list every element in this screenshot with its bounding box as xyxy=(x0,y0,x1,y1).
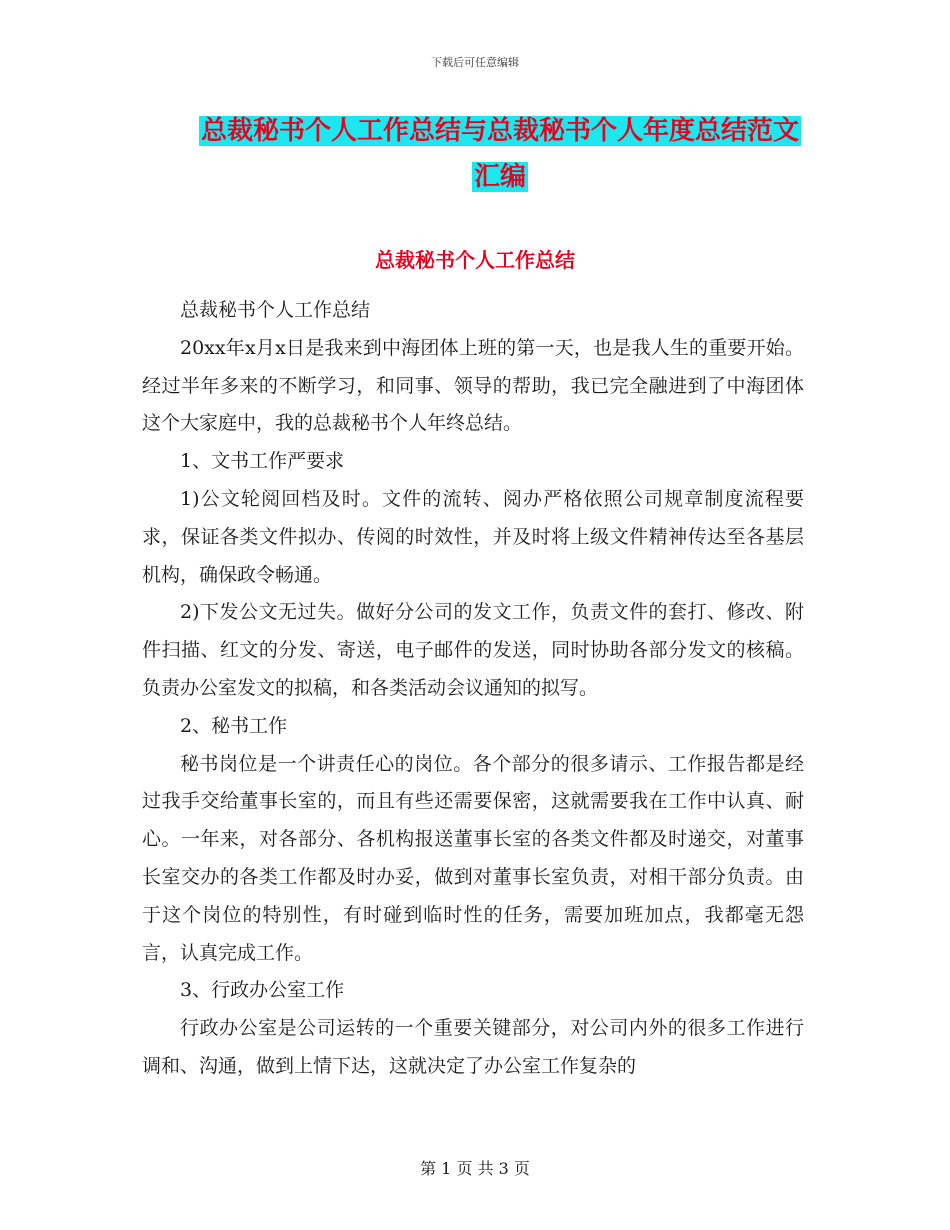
paragraph: 秘书岗位是一个讲责任心的岗位。各个部分的很多请示、工作报告都是经过我手交给董事长室的，而且有些还需要保密，这就需要我在工作中认真、耐心。一年来，对各部分、各机构报送董事长室的各类文件都及时递交，对董事长室交办的各类工作都及时办妥，做到对董事长室负责，对相干部分负责。由于这个岗位的特别性，有时碰到临时性的任务，需要加班加点，我都毫无怨言，认真完成工作。 xyxy=(142,752,804,964)
paragraph: 总裁秘书个人工作总结 xyxy=(180,299,371,321)
header-note: 下载后可任意编辑 xyxy=(431,56,519,69)
main-title-line1: 总裁秘书个人工作总结与总裁秘书个人年度总结范文 xyxy=(200,116,799,146)
paragraph: 行政办公室是公司运转的一个重要关键部分，对公司内外的很多工作进行调和、沟通，做到上情下达，这就决定了办公室工作复杂的 xyxy=(142,1017,804,1077)
body-text xyxy=(142,292,804,1086)
paragraph: 3、行政办公室工作 xyxy=(180,979,345,1002)
paragraph: 1)公文轮阅回档及时。文件的流转、阅办严格依照公司规章制度流程要求，保证各类文件拟办、传阅的时效性，并及时将上级文件精神传达至各基层机构，确保政令畅通。 xyxy=(142,487,804,586)
paragraph: 2、秘书工作 xyxy=(180,714,288,737)
paragraph: 20xx年x月x日是我来到中海团体上班的第一天，也是我人生的重要开始。经过半年多来的不断学习，和同事、领导的帮助，我已完全融进到了中海团体这个大家庭中，我的总裁秘书个人年终总结。 xyxy=(142,336,804,435)
page-footer: 第 1 页 共 3 页 xyxy=(420,1159,530,1178)
paragraph: 2)下发公文无过失。做好分公司的发文工作，负责文件的套打、修改、附件扫描、红文的分发、寄送，电子邮件的发送，同时协助各部分发文的核稿。负责办公室发文的拟稿，和各类活动会议通知的拟写。 xyxy=(142,601,804,699)
main-title xyxy=(195,108,805,200)
paragraph: 1、文书工作严要求 xyxy=(180,450,345,473)
main-title-line2: 汇编 xyxy=(473,162,526,192)
section-title: 总裁秘书个人工作总结 xyxy=(375,248,575,272)
